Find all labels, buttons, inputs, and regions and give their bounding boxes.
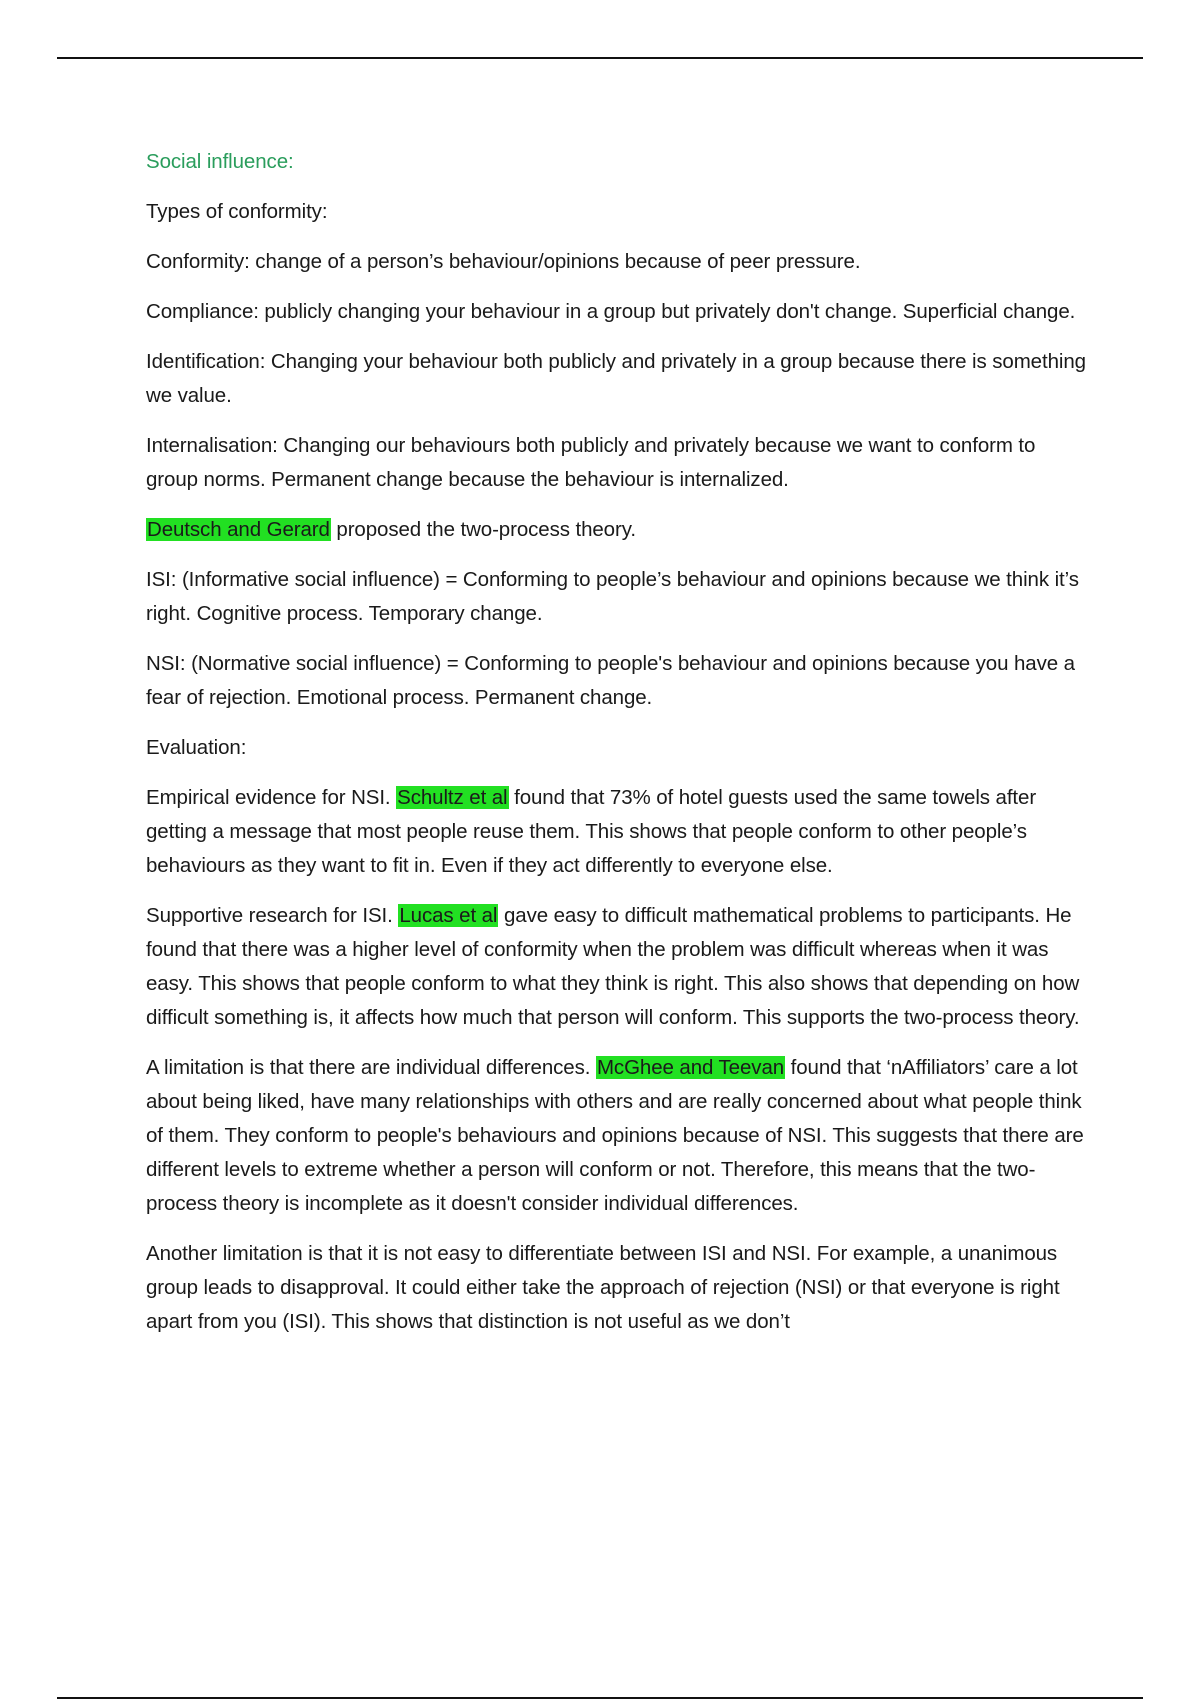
highlight-deutsch-gerard: Deutsch and Gerard [147,518,330,541]
nsi-definition: NSI: (Normative social influence) = Conforming to people's behaviour and opinions because you have a fear of rejection. Emotional process. Permanent change. [146,652,1075,709]
evaluation-nsi-paragraph [146,781,1092,883]
internalisation-definition: Internalisation: Changing our behaviours both publicly and privately because we want to conform to group norms. Permanent change because the behaviour is internalized. [146,434,1036,491]
isi-definition: ISI: (Informative social influence) = Conforming to people’s behaviour and opinions because we think it’s right. Cognitive process. Temporary change. [146,568,1079,625]
types-title: Types of conformity: [146,200,328,223]
evaluation-isi-paragraph [146,899,1092,1035]
highlight-lucas: Lucas et al [399,904,498,927]
limitation-differentiation: Another limitation is that it is not easy to differentiate between ISI and NSI. For example, a unanimous group leads to disapproval. It could either take the approach of rejection (NSI) or that everyone is right apart from you (ISI). This shows that distinction is not useful as we don’t [146,1242,1060,1333]
highlight-mcghee-teevan: McGhee and Teevan [596,1056,785,1079]
eval-nsi-pre: Empirical evidence for NSI. [146,786,397,809]
footer-rule [57,1697,1143,1699]
eval-isi-pre: Supportive research for ISI. [146,904,399,927]
limitation1-post: found that ‘nAffiliators’ care a lot about being liked, have many relationships with others and are really concerned about what people think of them. They conform to people's behaviours and opinions because of NSI. This suggests that there are different levels to extreme whether a person will conform or not. Therefore, this means that the two-process theory is incomplete as it doesn't consider individual differences. [146,1056,1084,1215]
eval-isi-post: gave easy to difficult mathematical problems to participants. He found that there was a higher level of conformity when the problem was difficult whereas when it was easy. This shows that people conform to what they think is right. This also shows that depending on how difficult something is, it affects how much that person will conform. This supports the two-process theory. [146,904,1080,1029]
header-rule [57,57,1143,59]
highlight-schultz: Schultz et al [397,786,508,809]
section-heading: Social influence: [146,150,294,173]
limitation-individual-differences [146,1051,1092,1221]
two-process-text: proposed the two-process theory. [330,518,636,541]
identification-definition: Identification: Changing your behaviour both publicly and privately in a group because there is something we value. [146,350,1086,407]
eval-nsi-post: found that 73% of hotel guests used the same towels after getting a message that most people reuse them. This shows that people conform to other people’s behaviours as they want to fit in. Even if they act differently to everyone else. [146,786,1037,877]
conformity-definition: Conformity: change of a person’s behaviour/opinions because of peer pressure. [146,250,861,273]
two-process-paragraph [146,513,1092,547]
limitation1-pre: A limitation is that there are individual differences. [146,1056,596,1079]
document-body [146,145,1092,1355]
evaluation-title: Evaluation: [146,736,247,759]
compliance-definition: Compliance: publicly changing your behaviour in a group but privately don't change. Superficial change. [146,300,1076,323]
